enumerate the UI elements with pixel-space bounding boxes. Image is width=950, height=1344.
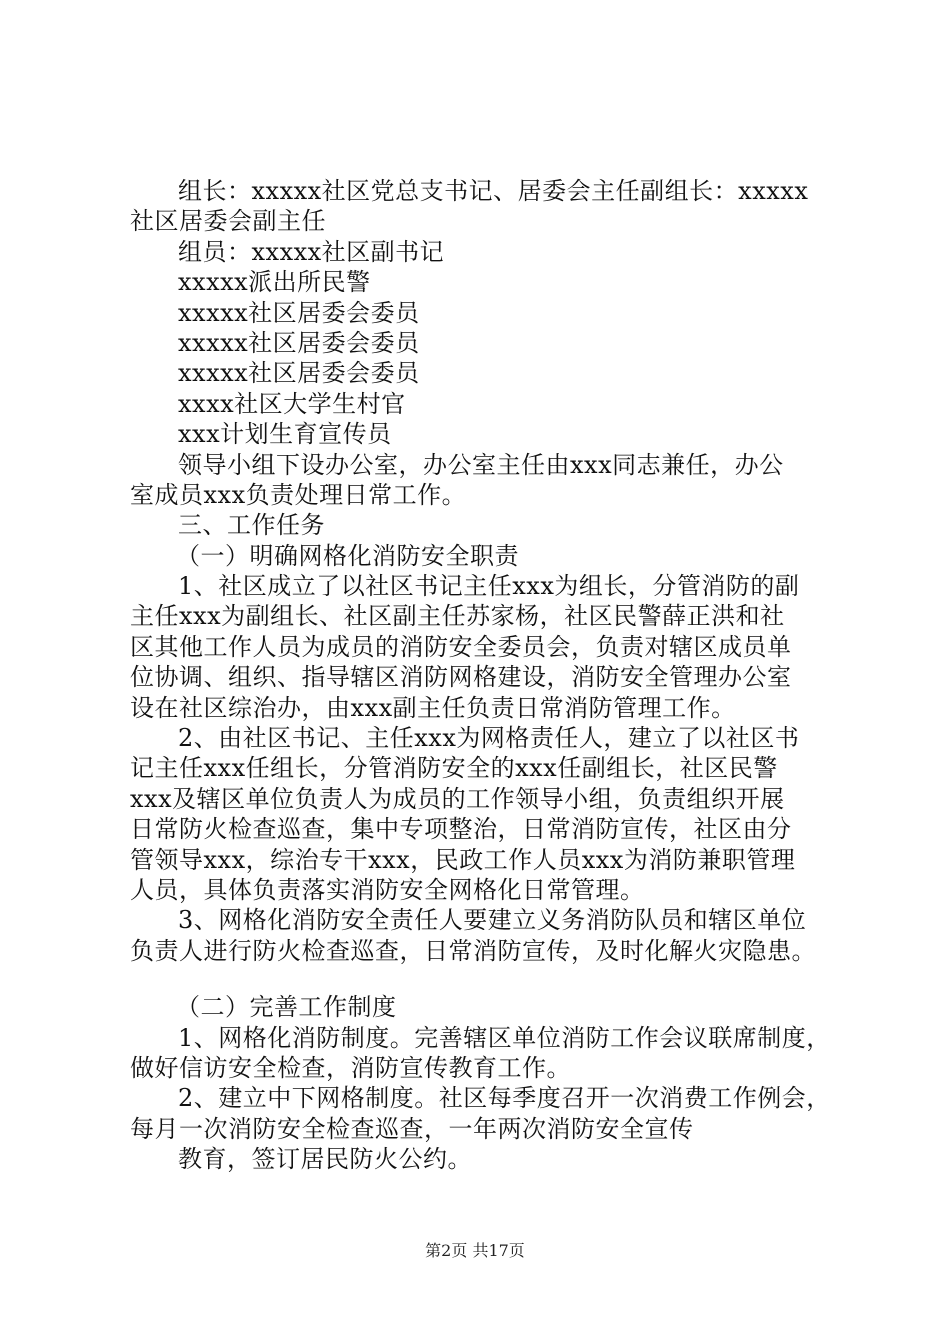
paragraph-line: xxxxx社区居委会委员 (178, 328, 420, 357)
paragraph-line: xxx计划生育宣传员 (178, 420, 392, 449)
paragraph-line: 主任xxx为副组长、社区副主任苏家杨，社区民警薛正洪和社 (130, 602, 785, 631)
paragraph-line: 组员：xxxxx社区副书记 (178, 237, 445, 266)
paragraph-line: 3、网格化消防安全责任人要建立义务消防队员和辖区单位 (178, 906, 807, 935)
paragraph-line: 记主任xxx任组长，分管消防安全的xxx任副组长，社区民警 (130, 754, 778, 783)
page-number-footer: 第2页 共17页 (425, 1241, 525, 1260)
paragraph-line: xxxxx社区居委会委员 (178, 298, 420, 327)
paragraph-line: 领导小组下设办公室，办公室主任由xxx同志兼任，办公 (178, 450, 784, 479)
subsection-heading: （二）完善工作制度 (176, 993, 397, 1022)
paragraph-line: xxxx社区大学生村官 (178, 389, 406, 418)
paragraph-line: 每月一次消防安全检查巡查，一年两次消防安全宣传 (130, 1114, 694, 1143)
paragraph-line: 设在社区综治办，由xxx副主任负责日常消防管理工作。 (130, 693, 736, 722)
paragraph-line: 位协调、组织、指导辖区消防网格建设，消防安全管理办公室 (130, 663, 792, 692)
paragraph-line: 社区居委会副主任 (130, 207, 326, 236)
paragraph-line: 做好信访安全检查，消防宣传教育工作。 (130, 1053, 571, 1082)
paragraph-line: 1、网格化消防制度。完善辖区单位消防工作会议联席制度， (178, 1023, 831, 1052)
section-heading: 三、工作任务 (178, 511, 325, 540)
paragraph-line: xxxxx派出所民警 (178, 268, 371, 297)
paragraph-line: 2、由社区书记、主任xxx为网格责任人，建立了以社区书 (178, 724, 800, 753)
paragraph-line: 1、社区成立了以社区书记主任xxx为组长，分管消防的副 (178, 572, 800, 601)
paragraph-line: xxxxx社区居委会委员 (178, 359, 420, 388)
paragraph-line: 教育，签订居民防火公约。 (178, 1145, 472, 1174)
subsection-heading: （一）明确网格化消防安全职责 (176, 541, 519, 570)
paragraph-line: 区其他工作人员为成员的消防安全委员会，负责对辖区成员单 (130, 632, 792, 661)
paragraph-line: 室成员xxx负责处理日常工作。 (130, 480, 467, 509)
paragraph-line: xxx及辖区单位负责人为成员的工作领导小组，负责组织开展 (130, 784, 785, 813)
document-body (130, 176, 845, 1175)
paragraph-line: 负责人进行防火检查巡查，日常消防宣传，及时化解火灾隐患。 (130, 936, 816, 965)
paragraph-spacer (130, 966, 845, 992)
paragraph-line: 组长：xxxxx社区党总支书记、居委会主任副组长：xxxxx (178, 177, 809, 205)
paragraph-line: 2、建立中下网格制度。社区每季度召开一次消费工作例会， (178, 1084, 831, 1113)
paragraph-line: 人员，具体负责落实消防安全网格化日常管理。 (130, 875, 645, 904)
paragraph-line: 管领导xxx，综治专干xxx，民政工作人员xxx为消防兼职管理 (130, 845, 796, 874)
paragraph-line: 日常防火检查巡查，集中专项整治，日常消防宣传，社区由分 (130, 815, 792, 844)
